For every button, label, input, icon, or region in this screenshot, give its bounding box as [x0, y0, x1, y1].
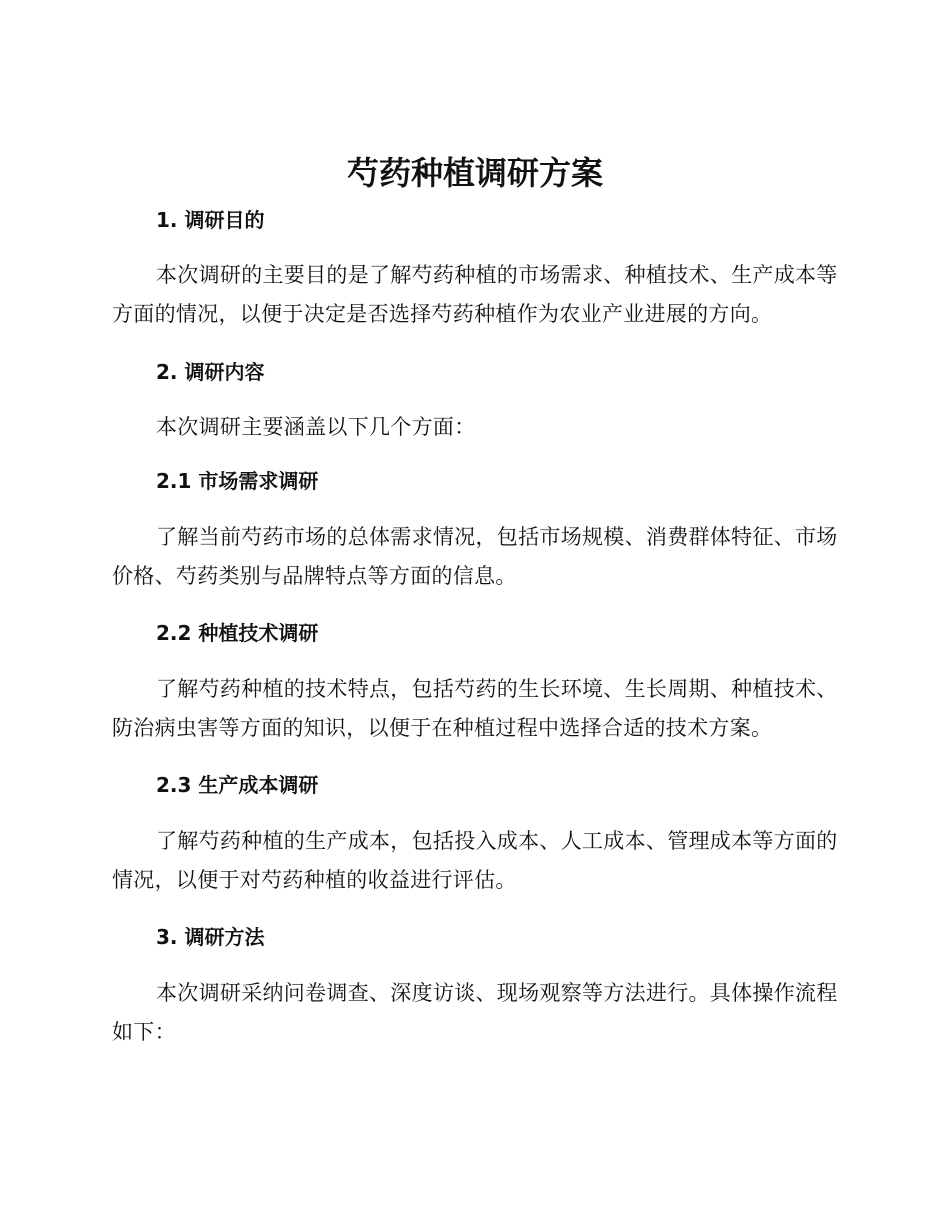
section-heading-cost: 2.3 生产成本调研 — [156, 773, 319, 797]
section-heading-purpose: 1. 调研目的 — [156, 208, 265, 232]
section-paragraph-market: 了解当前芍药市场的总体需求情况，包括市场规模、消费群体特征、市场价格、芍药类别与品牌特点等方面的信息。 — [112, 525, 838, 588]
section-paragraph-method: 本次调研采纳问卷调查、深度访谈、现场观察等方法进行。具体操作流程如下： — [112, 981, 838, 1044]
section-heading-market: 2.1 市场需求调研 — [156, 469, 319, 493]
section-heading-method: 3. 调研方法 — [156, 925, 265, 949]
section-paragraph-cost: 了解芍药种植的生产成本，包括投入成本、人工成本、管理成本等方面的情况，以便于对芍药种植的收益进行评估。 — [112, 829, 838, 892]
section-heading-content: 2. 调研内容 — [156, 360, 265, 384]
section-paragraph-purpose: 本次调研的主要目的是了解芍药种植的市场需求、种植技术、生产成本等方面的情况，以便于决定是否选择芍药种植作为农业产业进展的方向。 — [112, 263, 838, 326]
section-paragraph-technique: 了解芍药种植的技术特点，包括芍药的生长环境、生长周期、种植技术、防治病虫害等方面的知识，以便于在种植过程中选择合适的技术方案。 — [112, 677, 838, 740]
section-heading-technique: 2.2 种植技术调研 — [156, 621, 319, 645]
section-paragraph-content: 本次调研主要涵盖以下几个方面： — [156, 415, 476, 439]
document-title: 芍药种植调研方案 — [346, 154, 603, 192]
